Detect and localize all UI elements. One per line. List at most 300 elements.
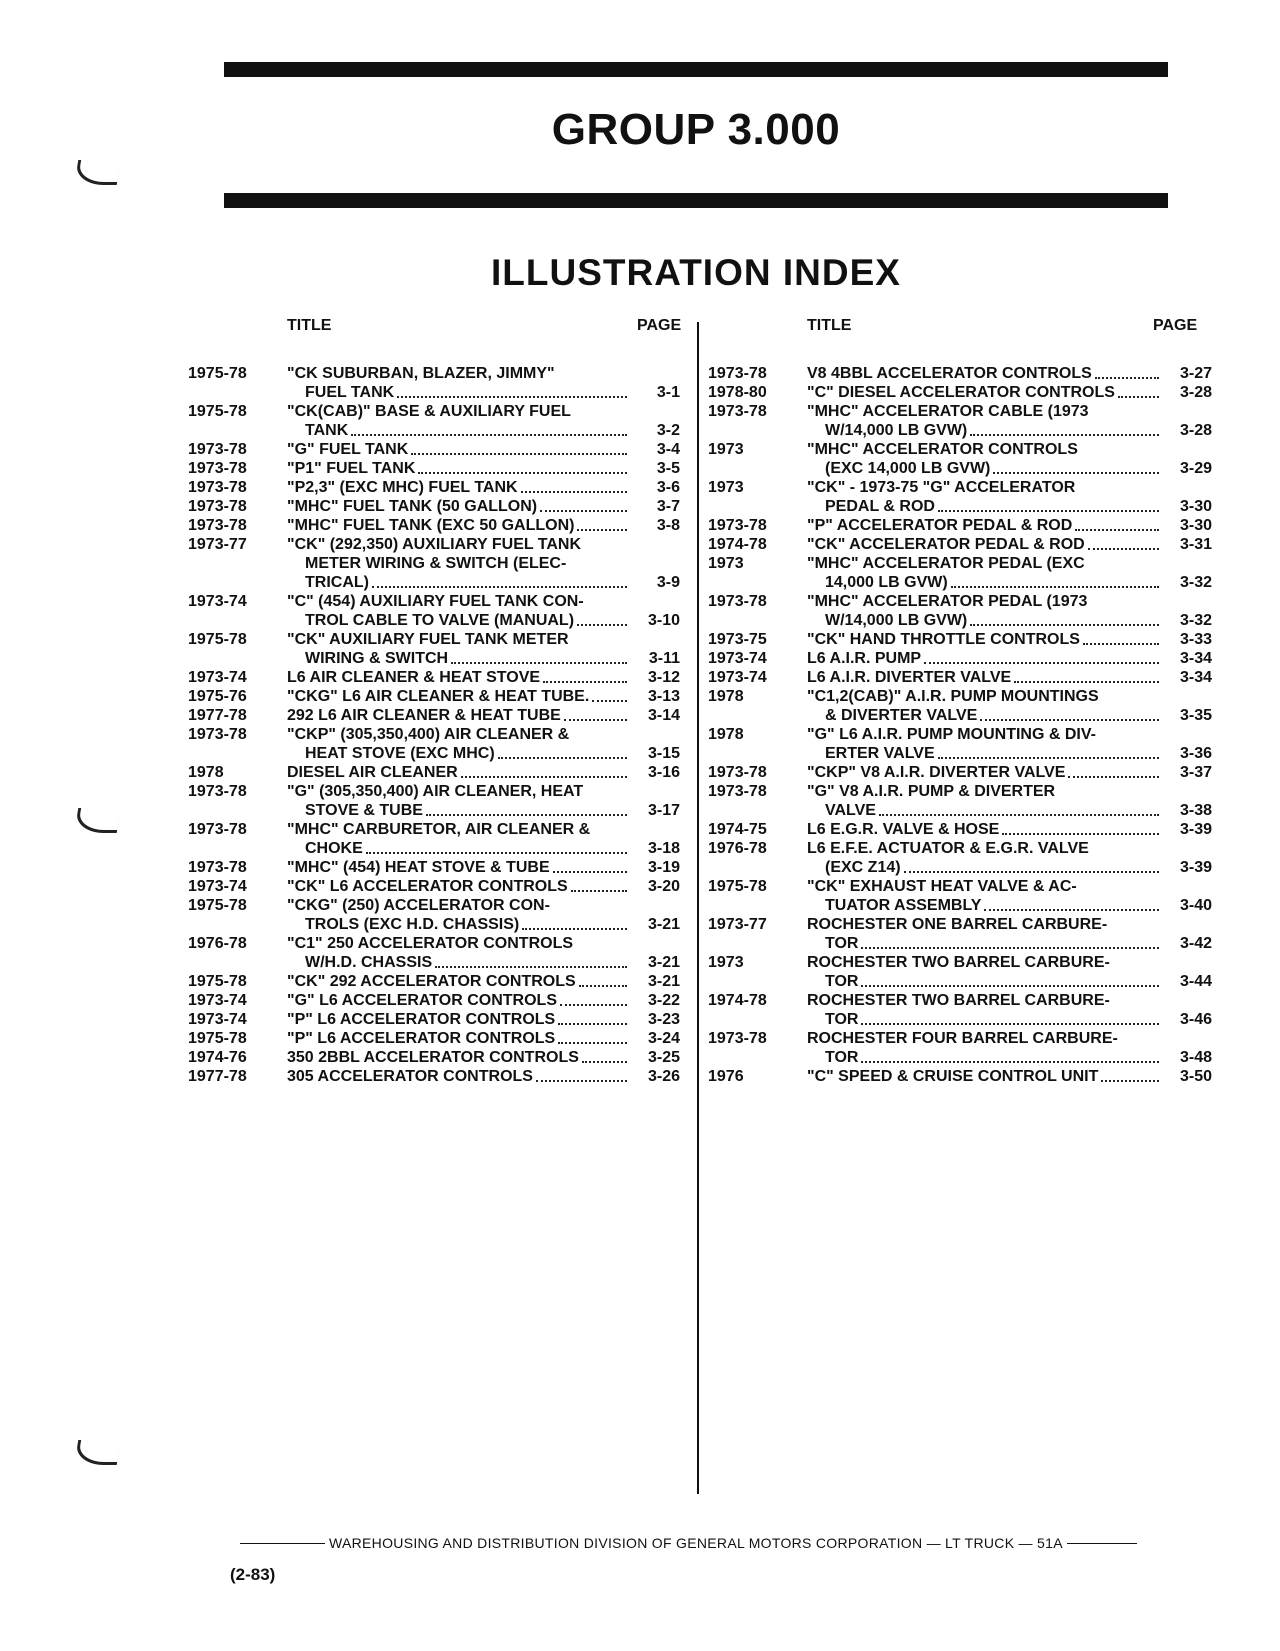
index-entry: [188, 364, 680, 402]
entry-year: 1978: [188, 764, 224, 781]
entry-title-line: "G" (305,350,400) AIR CLEANER, HEAT: [287, 783, 584, 800]
entry-title-line: "CK" EXHAUST HEAT VALVE & AC-: [807, 878, 1077, 895]
entry-title-line: "CK" (292,350) AUXILIARY FUEL TANK: [287, 536, 582, 553]
entry-year: 1973-78: [708, 1030, 767, 1047]
dot-leader: [1002, 832, 1159, 835]
entry-year: 1973-74: [188, 669, 247, 686]
entry-title: [287, 592, 630, 630]
entry-title-line: "CK" ACCELERATOR PEDAL & ROD: [807, 536, 1085, 553]
index-entry: [708, 402, 1212, 440]
entry-title-line: CHOKE: [305, 840, 363, 857]
entry-title-line: "CK SUBURBAN, BLAZER, JIMMY": [287, 365, 555, 382]
entry-title-line: W/H.D. CHASSIS: [305, 954, 433, 971]
entry-title-line: TOR: [825, 1011, 859, 1028]
index-entry: [708, 516, 1212, 535]
entry-title: [287, 459, 630, 478]
entry-year: 1975-78: [188, 897, 247, 914]
entry-title-line: W/14,000 LB GVW): [825, 422, 968, 439]
dot-leader: [411, 452, 627, 455]
dot-leader: [418, 471, 627, 474]
entry-year: 1973-77: [188, 536, 247, 553]
entry-title: [807, 915, 1162, 953]
entry-title: [807, 820, 1162, 839]
entry-year: 1978: [708, 726, 744, 743]
index-entry: [708, 687, 1212, 725]
entry-title: [287, 440, 630, 459]
entry-title: [287, 972, 630, 991]
entry-title: [287, 858, 630, 877]
entry-title: [287, 706, 630, 725]
binder-mark: [74, 1440, 121, 1465]
entry-title: [807, 782, 1162, 820]
entry-page: 3-21: [647, 954, 680, 971]
entry-year: 1975-78: [188, 1030, 247, 1047]
entry-title-line: "C" (454) AUXILIARY FUEL TANK CON-: [287, 593, 584, 610]
entry-page: 3-29: [1179, 460, 1212, 477]
dot-leader: [558, 1022, 627, 1025]
entry-title: [807, 687, 1162, 725]
entry-title-line: TUATOR ASSEMBLY: [825, 897, 982, 914]
entry-title-line: WIRING & SWITCH: [305, 650, 449, 667]
entry-page: 3-34: [1179, 669, 1212, 686]
entry-year: 1975-78: [188, 365, 247, 382]
entry-year: 1973-78: [188, 859, 247, 876]
entry-title-line: (EXC 14,000 LB GVW): [825, 460, 991, 477]
entry-year: 1978-80: [708, 384, 767, 401]
entry-title-line: "G" V8 A.I.R. PUMP & DIVERTER: [807, 783, 1056, 800]
entry-title: [807, 1067, 1162, 1086]
entry-year: 1973: [708, 479, 744, 496]
entry-title: [807, 440, 1162, 478]
index-entry: [708, 725, 1212, 763]
entry-title: [807, 763, 1162, 782]
entry-title: [287, 877, 630, 896]
entry-year: 1978: [708, 688, 744, 705]
entry-year: 1973-78: [188, 517, 247, 534]
entry-title-line: "CK" 292 ACCELERATOR CONTROLS: [287, 973, 576, 990]
entry-title-line: "G" FUEL TANK: [287, 441, 409, 458]
entry-title: [807, 554, 1162, 592]
entry-page: 3-24: [647, 1030, 680, 1047]
entry-year: 1974-78: [708, 536, 767, 553]
dot-leader: [558, 1041, 627, 1044]
entry-page: 3-22: [647, 992, 680, 1009]
entry-page: 3-4: [656, 441, 680, 458]
entry-year: 1973-77: [708, 916, 767, 933]
left-title-header: TITLE: [287, 317, 332, 334]
entry-title: [807, 877, 1162, 915]
entry-title-line: "P" L6 ACCELERATOR CONTROLS: [287, 1011, 556, 1028]
left-index-column: [188, 364, 680, 1086]
footer-line: [240, 1535, 1190, 1551]
entry-page: 3-34: [1179, 650, 1212, 667]
dot-leader: [536, 1079, 627, 1082]
entry-title-line: "CK" HAND THROTTLE CONTROLS: [807, 631, 1080, 648]
entry-title-line: & DIVERTER VALVE: [825, 707, 978, 724]
entry-title: [807, 668, 1162, 687]
dot-leader: [592, 699, 627, 702]
index-entry: [708, 478, 1212, 516]
entry-title: [807, 649, 1162, 668]
entry-year: 1973-74: [188, 992, 247, 1009]
dot-leader: [904, 870, 1159, 873]
entry-title-line: (EXC Z14): [825, 859, 901, 876]
entry-title: [287, 1067, 630, 1086]
entry-title-line: "CK" L6 ACCELERATOR CONTROLS: [287, 878, 568, 895]
index-entry: [188, 877, 680, 896]
dot-leader: [498, 756, 627, 759]
entry-title-line: 292 L6 AIR CLEANER & HEAT TUBE: [287, 707, 561, 724]
index-entry: [708, 915, 1212, 953]
entry-title-line: TOR: [825, 973, 859, 990]
entry-page: 3-33: [1179, 631, 1212, 648]
index-entry: [708, 630, 1212, 649]
column-divider: [697, 322, 699, 1494]
dot-leader: [1118, 395, 1159, 398]
entry-year: 1973-78: [708, 517, 767, 534]
index-entry: [708, 535, 1212, 554]
index-entry: [708, 782, 1212, 820]
entry-page: 3-31: [1179, 536, 1212, 553]
entry-year: 1975-78: [188, 403, 247, 420]
entry-title: [287, 1010, 630, 1029]
dot-leader: [1101, 1079, 1159, 1082]
entry-title-line: "P2,3" (EXC MHC) FUEL TANK: [287, 479, 518, 496]
entry-year: 1974-78: [708, 992, 767, 1009]
dot-leader: [1088, 547, 1159, 550]
entry-year: 1973: [708, 954, 744, 971]
dot-leader: [1095, 376, 1159, 379]
index-entry: [708, 440, 1212, 478]
entry-year: 1973-78: [188, 498, 247, 515]
entry-year: 1973: [708, 555, 744, 572]
dot-leader: [579, 984, 627, 987]
entry-title: [287, 535, 630, 592]
footer-rule-left: [240, 1543, 325, 1544]
entry-title-line: TOR: [825, 935, 859, 952]
dot-leader: [451, 661, 627, 664]
entry-title-line: "MHC" ACCELERATOR CABLE (1973: [807, 403, 1089, 420]
dot-leader: [397, 395, 627, 398]
entry-title-line: "CKG" (250) ACCELERATOR CON-: [287, 897, 550, 914]
dot-leader: [540, 509, 627, 512]
dot-leader: [861, 1022, 1159, 1025]
index-entry: [188, 1010, 680, 1029]
entry-title-line: L6 E.G.R. VALVE & HOSE: [807, 821, 1000, 838]
entry-title: [807, 478, 1162, 516]
entry-page: 3-50: [1179, 1068, 1212, 1085]
dot-leader: [366, 851, 627, 854]
entry-title: [287, 668, 630, 687]
entry-page: 3-21: [647, 916, 680, 933]
dot-leader: [970, 623, 1159, 626]
entry-page: 3-26: [647, 1068, 680, 1085]
index-entry: [708, 1067, 1212, 1086]
entry-title-line: ROCHESTER FOUR BARREL CARBURE-: [807, 1030, 1118, 1047]
entry-year: 1973-78: [188, 479, 247, 496]
dot-leader: [560, 1003, 627, 1006]
entry-title-line: "C1,2(CAB)" A.I.R. PUMP MOUNTINGS: [807, 688, 1099, 705]
index-entry: [708, 953, 1212, 991]
entry-page: 3-15: [647, 745, 680, 762]
entry-title-line: "P1" FUEL TANK: [287, 460, 416, 477]
dot-leader: [861, 946, 1159, 949]
dot-leader: [861, 984, 1159, 987]
entry-page: 3-10: [647, 612, 680, 629]
dot-leader: [582, 1060, 627, 1063]
entry-title: [287, 478, 630, 497]
entry-title: [287, 725, 630, 763]
entry-year: 1973-78: [188, 783, 247, 800]
entry-year: 1975-78: [708, 878, 767, 895]
entry-title-line: "CKP" (305,350,400) AIR CLEANER &: [287, 726, 570, 743]
entry-title-line: "CK" AUXILIARY FUEL TANK METER: [287, 631, 569, 648]
dot-leader: [861, 1060, 1159, 1063]
entry-page: 3-20: [647, 878, 680, 895]
entry-page: 3-5: [656, 460, 680, 477]
entry-page: 3-14: [647, 707, 680, 724]
entry-page: 3-25: [647, 1049, 680, 1066]
entry-page: 3-23: [647, 1011, 680, 1028]
entry-title: [287, 630, 630, 668]
entry-page: 3-18: [647, 840, 680, 857]
entry-title-line: "G" L6 A.I.R. PUMP MOUNTING & DIV-: [807, 726, 1096, 743]
entry-title: [807, 630, 1162, 649]
dot-leader: [879, 813, 1159, 816]
index-entry: [708, 1029, 1212, 1067]
entry-year: 1974-76: [188, 1049, 247, 1066]
right-index-column: [708, 364, 1212, 1086]
dot-leader: [564, 718, 627, 721]
entry-page: 3-21: [647, 973, 680, 990]
entry-title-line: "CKG" L6 AIR CLEANER & HEAT TUBE.: [287, 688, 590, 705]
entry-title-line: L6 A.I.R. DIVERTER VALVE: [807, 669, 1012, 686]
index-entry: [708, 649, 1212, 668]
entry-page: 3-13: [647, 688, 680, 705]
entry-page: 3-2: [656, 422, 680, 439]
date-code: (2-83): [230, 1565, 276, 1584]
entry-page: 3-28: [1179, 422, 1212, 439]
index-title: ILLUSTRATION INDEX: [491, 252, 901, 293]
entry-page: 3-39: [1179, 821, 1212, 838]
entry-title: [287, 896, 630, 934]
entry-year: 1976: [708, 1068, 744, 1085]
entry-title: [807, 592, 1162, 630]
index-entry: [188, 630, 680, 668]
dot-leader: [1068, 775, 1159, 778]
entry-title-line: HEAT STOVE (EXC MHC): [305, 745, 495, 762]
entry-year: 1973-74: [188, 1011, 247, 1028]
dot-leader: [543, 680, 627, 683]
entry-page: 3-37: [1179, 764, 1212, 781]
entry-title-line: TRICAL): [305, 574, 369, 591]
dot-leader: [577, 623, 627, 626]
index-entry: [708, 763, 1212, 782]
entry-year: 1977-78: [188, 1068, 247, 1085]
right-page-header: PAGE: [1153, 317, 1198, 334]
entry-title: [807, 516, 1162, 535]
entry-title: [807, 364, 1162, 383]
dot-leader: [1083, 642, 1159, 645]
index-entry: [188, 934, 680, 972]
entry-title-line: ROCHESTER TWO BARREL CARBURE-: [807, 954, 1110, 971]
footer-text: WAREHOUSING AND DISTRIBUTION DIVISION OF GENERAL MOTORS CORPORATION — LT TRUCK — 51A: [329, 1535, 1063, 1551]
entry-page: 3-1: [656, 384, 680, 401]
index-entry: [188, 497, 680, 516]
entry-title-line: 14,000 LB GVW): [825, 574, 948, 591]
entry-title: [287, 1048, 630, 1067]
entry-page: 3-12: [647, 669, 680, 686]
entry-title-line: "P" L6 ACCELERATOR CONTROLS: [287, 1030, 556, 1047]
entry-title: [287, 934, 630, 972]
entry-page: 3-11: [648, 650, 680, 667]
entry-title-line: FUEL TANK: [305, 384, 395, 401]
entry-page: 3-9: [656, 574, 680, 591]
entry-page: 3-30: [1179, 517, 1212, 534]
entry-year: 1973-78: [708, 365, 767, 382]
entry-title: [287, 1029, 630, 1048]
entry-page: 3-46: [1179, 1011, 1212, 1028]
entry-page: 3-8: [656, 517, 680, 534]
index-entry: [188, 972, 680, 991]
binder-mark: [74, 160, 121, 185]
entry-page: 3-28: [1179, 384, 1212, 401]
entry-title: [287, 402, 630, 440]
entry-page: 3-16: [647, 764, 680, 781]
entry-title-line: "CK" - 1973-75 "G" ACCELERATOR: [807, 479, 1076, 496]
entry-page: 3-30: [1179, 498, 1212, 515]
entry-title-line: "P" ACCELERATOR PEDAL & ROD: [807, 517, 1073, 534]
index-entry: [188, 402, 680, 440]
binder-mark: [74, 808, 121, 833]
dot-leader: [553, 870, 627, 873]
entry-title: [287, 820, 630, 858]
entry-page: 3-42: [1179, 935, 1212, 952]
entry-title-line: "C1" 250 ACCELERATOR CONTROLS: [287, 935, 574, 952]
dot-leader: [461, 775, 627, 778]
entry-title: [807, 402, 1162, 440]
entry-year: 1973-78: [708, 764, 767, 781]
entry-title-line: TOR: [825, 1049, 859, 1066]
dot-leader: [577, 528, 627, 531]
entry-title-line: "CKP" V8 A.I.R. DIVERTER VALVE: [807, 764, 1066, 781]
entry-title-line: "C" SPEED & CRUISE CONTROL UNIT: [807, 1068, 1099, 1085]
index-entry: [708, 364, 1212, 383]
entry-year: 1973-78: [188, 460, 247, 477]
entry-title-line: "MHC" CARBURETOR, AIR CLEANER &: [287, 821, 591, 838]
entry-page: 3-19: [647, 859, 680, 876]
entry-year: 1973-78: [188, 441, 247, 458]
entry-title-line: L6 E.F.E. ACTUATOR & E.G.R. VALVE: [807, 840, 1089, 857]
entry-page: 3-32: [1179, 612, 1212, 629]
entry-page: 3-39: [1179, 859, 1212, 876]
index-entry: [188, 782, 680, 820]
dot-leader: [951, 585, 1159, 588]
entry-year: 1975-76: [188, 688, 247, 705]
index-entry: [708, 668, 1212, 687]
entry-title-line: ROCHESTER ONE BARREL CARBURE-: [807, 916, 1108, 933]
entry-title-line: "MHC" ACCELERATOR PEDAL (EXC: [807, 555, 1085, 572]
entry-title-line: "G" L6 ACCELERATOR CONTROLS: [287, 992, 557, 1009]
entry-title-line: "MHC" FUEL TANK (EXC 50 GALLON): [287, 517, 575, 534]
entry-title-line: "C" DIESEL ACCELERATOR CONTROLS: [807, 384, 1115, 401]
entry-page: 3-27: [1179, 365, 1212, 382]
entry-title: [807, 535, 1162, 554]
entry-page: 3-6: [656, 479, 680, 496]
dot-leader: [938, 756, 1159, 759]
header-rule: [224, 193, 1168, 208]
entry-title-line: ROCHESTER TWO BARREL CARBURE-: [807, 992, 1110, 1009]
left-page-header: PAGE: [637, 317, 682, 334]
entry-title-line: TROLS (EXC H.D. CHASSIS): [305, 916, 520, 933]
index-entry: [188, 478, 680, 497]
entry-title-line: V8 4BBL ACCELERATOR CONTROLS: [807, 365, 1092, 382]
entry-title-line: TROL CABLE TO VALVE (MANUAL): [305, 612, 575, 629]
index-entry: [188, 1029, 680, 1048]
index-entry: [188, 725, 680, 763]
index-entry: [188, 763, 680, 782]
entry-title-line: W/14,000 LB GVW): [825, 612, 968, 629]
dot-leader: [970, 433, 1159, 436]
entry-year: 1973: [708, 441, 744, 458]
entry-title: [287, 687, 630, 706]
index-entry: [188, 706, 680, 725]
entry-year: 1975-78: [188, 973, 247, 990]
index-entry: [708, 839, 1212, 877]
index-entry: [188, 820, 680, 858]
top-rule: [224, 62, 1168, 77]
entry-year: 1973-74: [188, 878, 247, 895]
entry-year: 1973-78: [708, 403, 767, 420]
entry-page: 3-40: [1179, 897, 1212, 914]
entry-title: [287, 516, 630, 535]
entry-year: 1973-74: [708, 650, 767, 667]
entry-year: 1973-78: [188, 821, 247, 838]
entry-year: 1976-78: [188, 935, 247, 952]
index-entry: [708, 592, 1212, 630]
entry-title: [807, 953, 1162, 991]
right-title-header: TITLE: [807, 317, 852, 334]
dot-leader: [984, 908, 1159, 911]
index-entry: [188, 516, 680, 535]
group-title: GROUP 3.000: [551, 105, 841, 154]
entry-year: 1974-75: [708, 821, 767, 838]
entry-page: 3-48: [1179, 1049, 1212, 1066]
entry-title-line: L6 A.I.R. PUMP: [807, 650, 922, 667]
dot-leader: [372, 585, 627, 588]
entry-year: 1973-78: [188, 726, 247, 743]
entry-title-line: STOVE & TUBE: [305, 802, 423, 819]
dot-leader: [521, 490, 627, 493]
index-entry: [708, 877, 1212, 915]
entry-title-line: "MHC" ACCELERATOR PEDAL (1973: [807, 593, 1088, 610]
entry-year: 1973-74: [708, 669, 767, 686]
entry-title: [287, 991, 630, 1010]
entry-title: [287, 497, 630, 516]
dot-leader: [924, 661, 1159, 664]
entry-year: 1977-78: [188, 707, 247, 724]
index-entry: [188, 440, 680, 459]
index-entry: [188, 687, 680, 706]
dot-leader: [980, 718, 1159, 721]
footer-rule-right: [1067, 1543, 1137, 1544]
entry-year: 1973-78: [708, 783, 767, 800]
entry-title: [807, 383, 1162, 402]
entry-year: 1976-78: [708, 840, 767, 857]
entry-title: [807, 1029, 1162, 1067]
entry-title-line: DIESEL AIR CLEANER: [287, 764, 458, 781]
entry-title: [287, 782, 630, 820]
